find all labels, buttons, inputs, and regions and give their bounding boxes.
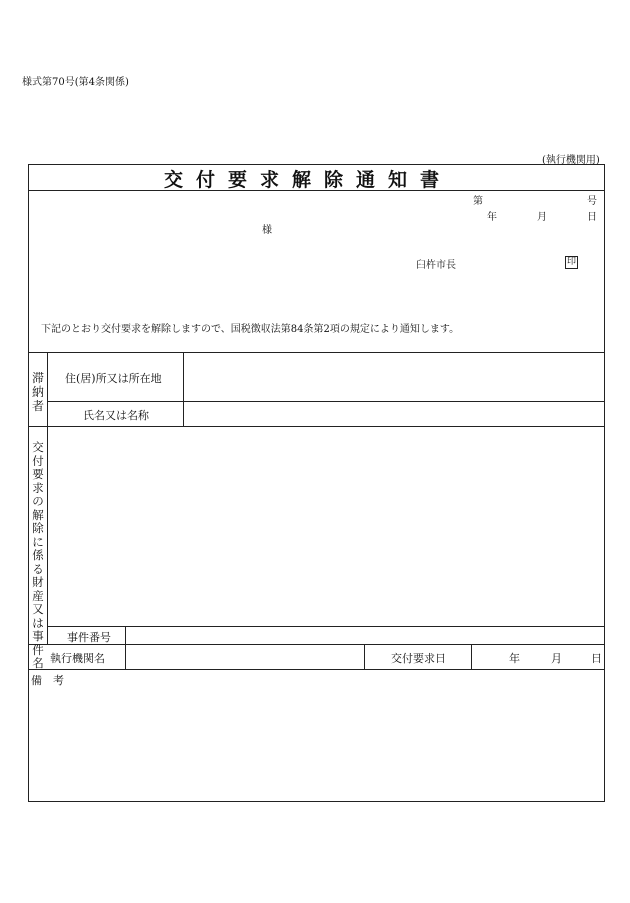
taxpayer-label-divider — [183, 352, 184, 426]
address-row-divider — [47, 401, 604, 402]
agency-divider — [29, 669, 604, 670]
seal-mark: 印 — [567, 257, 577, 267]
request-date-label: 交付要求日 — [391, 652, 446, 665]
document-title: 交付要求解除通知書 — [164, 169, 453, 191]
property-section-label: 交付要求の解除に係る財産又は事件名 — [32, 440, 44, 670]
name-label: 氏名又は名称 — [83, 409, 149, 422]
property-divider — [47, 626, 604, 627]
date-day: 日 — [587, 212, 597, 223]
copy-label: (執行機関用) — [542, 155, 600, 166]
request-date-month: 月 — [551, 652, 562, 665]
taxpayer-divider — [29, 426, 604, 427]
issuer-name: 臼杵市長 — [416, 260, 456, 271]
left-column-divider — [47, 352, 48, 644]
agency-value-divider — [364, 644, 365, 669]
date-month: 月 — [537, 212, 547, 223]
date-label-divider — [471, 644, 472, 669]
case-number-label: 事件番号 — [67, 631, 111, 644]
form-frame — [28, 164, 605, 802]
form-reference: 様式第70号(第4条関係) — [22, 77, 129, 88]
agency-label: 執行機関名 — [50, 652, 105, 665]
request-date-year: 年 — [509, 652, 520, 665]
recipient-honorific: 様 — [262, 225, 272, 236]
date-year: 年 — [487, 212, 497, 223]
notice-body-text: 下記のとおり交付要求を解除しますので、国税徴収法第84条第2項の規定により通知します。 — [41, 324, 460, 335]
address-label: 住(居)所又は所在地 — [65, 372, 162, 385]
remarks-label: 備 考 — [31, 674, 64, 687]
request-date-day: 日 — [591, 652, 602, 665]
caseno-divider — [29, 644, 604, 645]
header-divider — [29, 352, 604, 353]
number-suffix: 号 — [587, 196, 597, 207]
caseno-label-divider — [125, 626, 126, 669]
number-prefix: 第 — [473, 196, 483, 207]
taxpayer-section-label: 滞納者 — [31, 371, 44, 413]
